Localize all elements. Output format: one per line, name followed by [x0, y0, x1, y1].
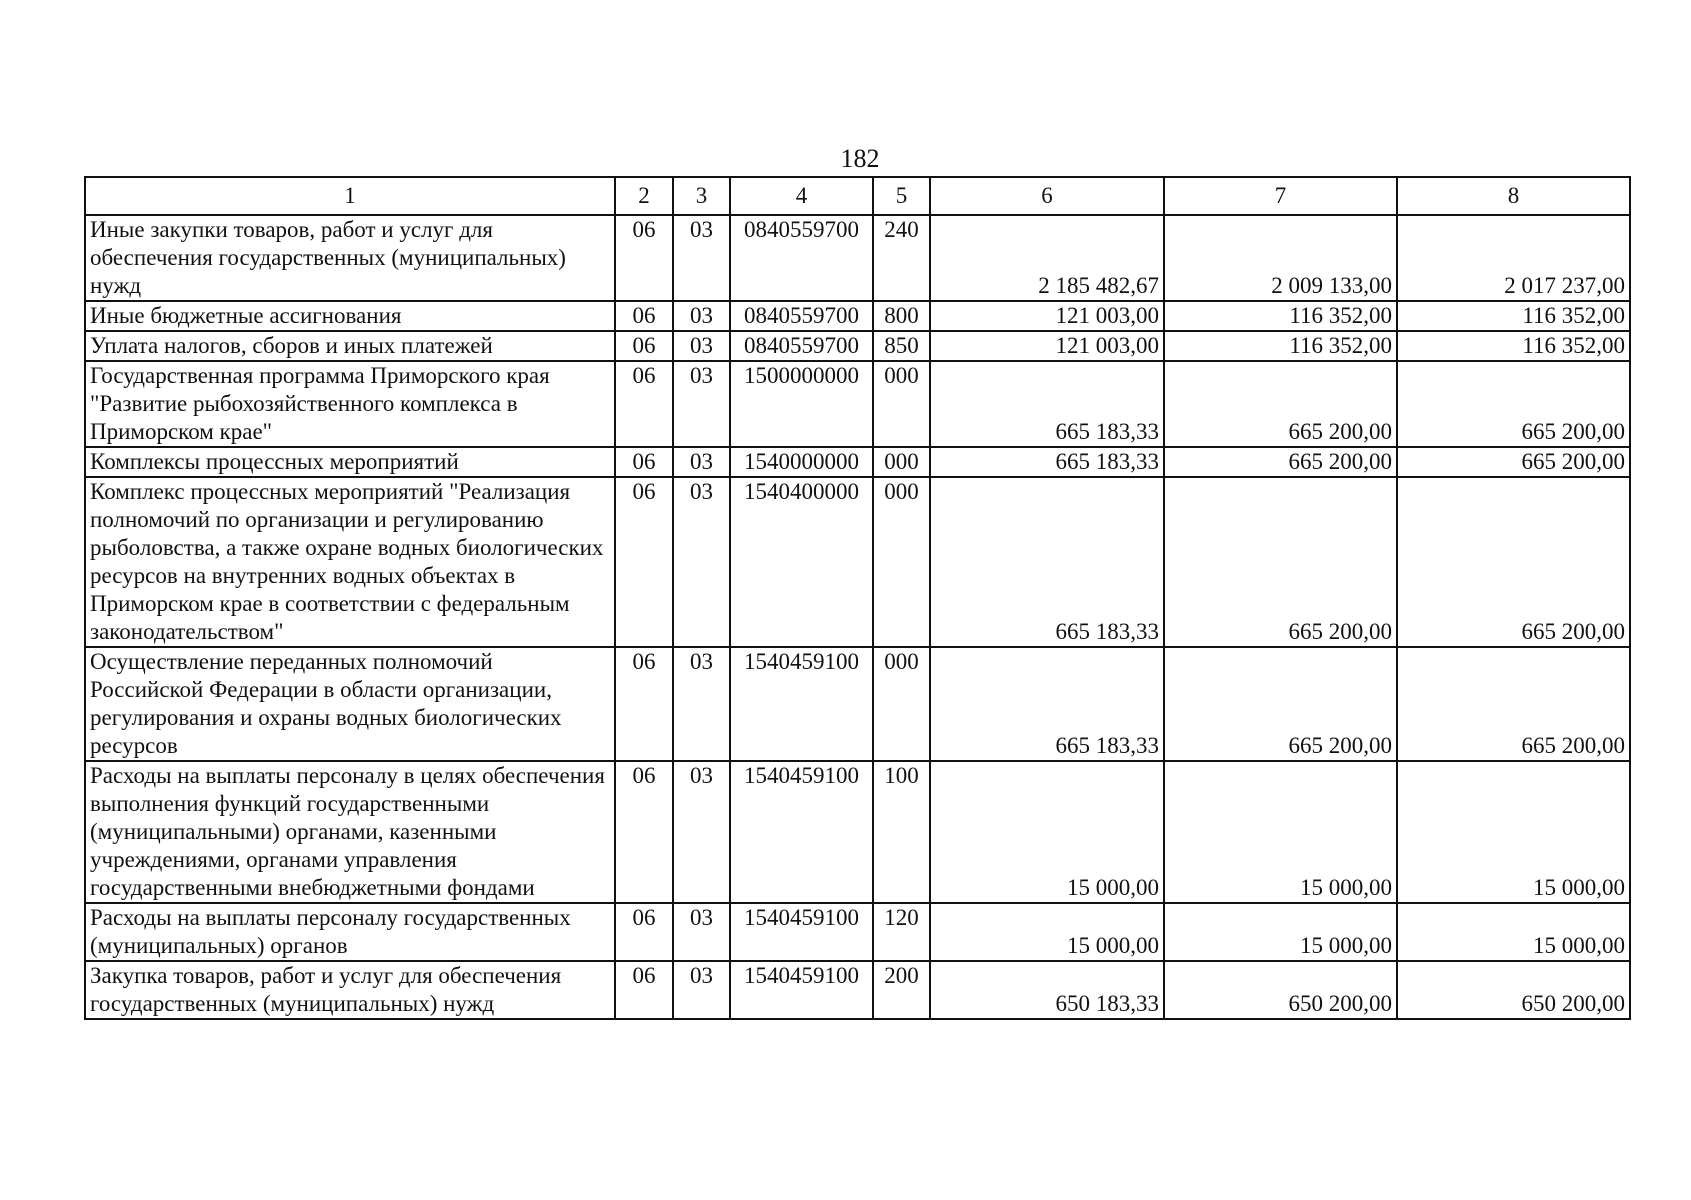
row-amount-col7: 665 200,00 [1164, 647, 1397, 761]
row-name: Комплекс процессных мероприятий "Реализация полномочий по организации и регулированию рыболовства, а также охране водных биологических ресурсов на внутренних водных объектах в Приморском крае в соответствии с федеральным законодательством" [85, 477, 615, 647]
row-section-code: 06 [615, 961, 673, 1019]
row-amount-col8: 665 200,00 [1397, 477, 1630, 647]
row-expense-type-code: 120 [873, 903, 930, 961]
row-amount-col6: 121 003,00 [930, 301, 1164, 331]
row-section-code: 06 [615, 301, 673, 331]
column-header-3: 3 [673, 177, 730, 215]
row-target-code: 1540000000 [730, 447, 873, 477]
row-subsection-code: 03 [673, 903, 730, 961]
row-amount-col6: 650 183,33 [930, 961, 1164, 1019]
row-amount-col6: 15 000,00 [930, 761, 1164, 903]
page-number: 182 [840, 144, 880, 173]
row-amount-col7: 116 352,00 [1164, 331, 1397, 361]
column-header-1: 1 [85, 177, 615, 215]
row-amount-col7: 665 200,00 [1164, 361, 1397, 447]
table-row [85, 301, 1630, 331]
row-target-code: 1540459100 [730, 961, 873, 1019]
row-target-code: 1500000000 [730, 361, 873, 447]
row-subsection-code: 03 [673, 761, 730, 903]
row-section-code: 06 [615, 903, 673, 961]
row-subsection-code: 03 [673, 361, 730, 447]
row-section-code: 06 [615, 447, 673, 477]
column-header-4: 4 [730, 177, 873, 215]
row-amount-col7: 650 200,00 [1164, 961, 1397, 1019]
row-name: Иные закупки товаров, работ и услуг для обеспечения государственных (муниципальных) нужд [85, 215, 615, 301]
table-row [85, 961, 1630, 1019]
table-row [85, 903, 1630, 961]
row-amount-col7: 15 000,00 [1164, 761, 1397, 903]
row-amount-col8: 650 200,00 [1397, 961, 1630, 1019]
row-section-code: 06 [615, 331, 673, 361]
table-row [85, 761, 1630, 903]
table-row [85, 331, 1630, 361]
table-row [85, 447, 1630, 477]
row-name: Иные бюджетные ассигнования [85, 301, 615, 331]
row-amount-col7: 665 200,00 [1164, 447, 1397, 477]
row-name: Уплата налогов, сборов и иных платежей [85, 331, 615, 361]
row-amount-col8: 116 352,00 [1397, 301, 1630, 331]
row-target-code: 1540400000 [730, 477, 873, 647]
row-target-code: 1540459100 [730, 761, 873, 903]
row-expense-type-code: 850 [873, 331, 930, 361]
row-subsection-code: 03 [673, 331, 730, 361]
header-row [85, 177, 1630, 215]
row-expense-type-code: 800 [873, 301, 930, 331]
row-expense-type-code: 200 [873, 961, 930, 1019]
row-subsection-code: 03 [673, 301, 730, 331]
row-amount-col6: 665 183,33 [930, 361, 1164, 447]
row-target-code: 0840559700 [730, 215, 873, 301]
row-name: Комплексы процессных мероприятий [85, 447, 615, 477]
table-row [85, 647, 1630, 761]
row-amount-col8: 15 000,00 [1397, 903, 1630, 961]
row-name: Государственная программа Приморского края "Развитие рыбохозяйственного комплекса в Приморском крае" [85, 361, 615, 447]
row-subsection-code: 03 [673, 961, 730, 1019]
row-expense-type-code: 000 [873, 361, 930, 447]
row-amount-col7: 15 000,00 [1164, 903, 1397, 961]
row-subsection-code: 03 [673, 477, 730, 647]
row-amount-col6: 121 003,00 [930, 331, 1164, 361]
row-amount-col6: 2 185 482,67 [930, 215, 1164, 301]
row-name: Закупка товаров, работ и услуг для обеспечения государственных (муниципальных) нужд [85, 961, 615, 1019]
table-row [85, 215, 1630, 301]
row-expense-type-code: 000 [873, 447, 930, 477]
row-amount-col6: 15 000,00 [930, 903, 1164, 961]
row-subsection-code: 03 [673, 215, 730, 301]
row-name: Расходы на выплаты персоналу в целях обеспечения выполнения функций государственными (муниципальными) органами, казенными учреждениями, органами управления государственными внебюджетными фондами [85, 761, 615, 903]
row-amount-col7: 116 352,00 [1164, 301, 1397, 331]
column-header-2: 2 [615, 177, 673, 215]
row-expense-type-code: 000 [873, 647, 930, 761]
row-subsection-code: 03 [673, 447, 730, 477]
row-target-code: 0840559700 [730, 331, 873, 361]
row-amount-col8: 116 352,00 [1397, 331, 1630, 361]
row-expense-type-code: 000 [873, 477, 930, 647]
row-amount-col6: 665 183,33 [930, 647, 1164, 761]
row-section-code: 06 [615, 647, 673, 761]
row-target-code: 1540459100 [730, 903, 873, 961]
budget-table [84, 176, 1631, 1020]
table-row [85, 361, 1630, 447]
row-amount-col8: 2 017 237,00 [1397, 215, 1630, 301]
column-header-8: 8 [1397, 177, 1630, 215]
column-header-5: 5 [873, 177, 930, 215]
row-section-code: 06 [615, 761, 673, 903]
table-row [85, 477, 1630, 647]
column-header-7: 7 [1164, 177, 1397, 215]
row-subsection-code: 03 [673, 647, 730, 761]
row-name: Осуществление переданных полномочий Российской Федерации в области организации, регулирования и охраны водных биологических ресурсов [85, 647, 615, 761]
row-section-code: 06 [615, 477, 673, 647]
row-target-code: 0840559700 [730, 301, 873, 331]
row-amount-col6: 665 183,33 [930, 477, 1164, 647]
row-target-code: 1540459100 [730, 647, 873, 761]
row-amount-col8: 15 000,00 [1397, 761, 1630, 903]
column-header-6: 6 [930, 177, 1164, 215]
row-expense-type-code: 240 [873, 215, 930, 301]
row-expense-type-code: 100 [873, 761, 930, 903]
row-amount-col7: 665 200,00 [1164, 477, 1397, 647]
row-amount-col7: 2 009 133,00 [1164, 215, 1397, 301]
row-amount-col8: 665 200,00 [1397, 361, 1630, 447]
row-section-code: 06 [615, 361, 673, 447]
row-amount-col6: 665 183,33 [930, 447, 1164, 477]
row-name: Расходы на выплаты персоналу государственных (муниципальных) органов [85, 903, 615, 961]
row-amount-col8: 665 200,00 [1397, 647, 1630, 761]
row-amount-col8: 665 200,00 [1397, 447, 1630, 477]
row-section-code: 06 [615, 215, 673, 301]
